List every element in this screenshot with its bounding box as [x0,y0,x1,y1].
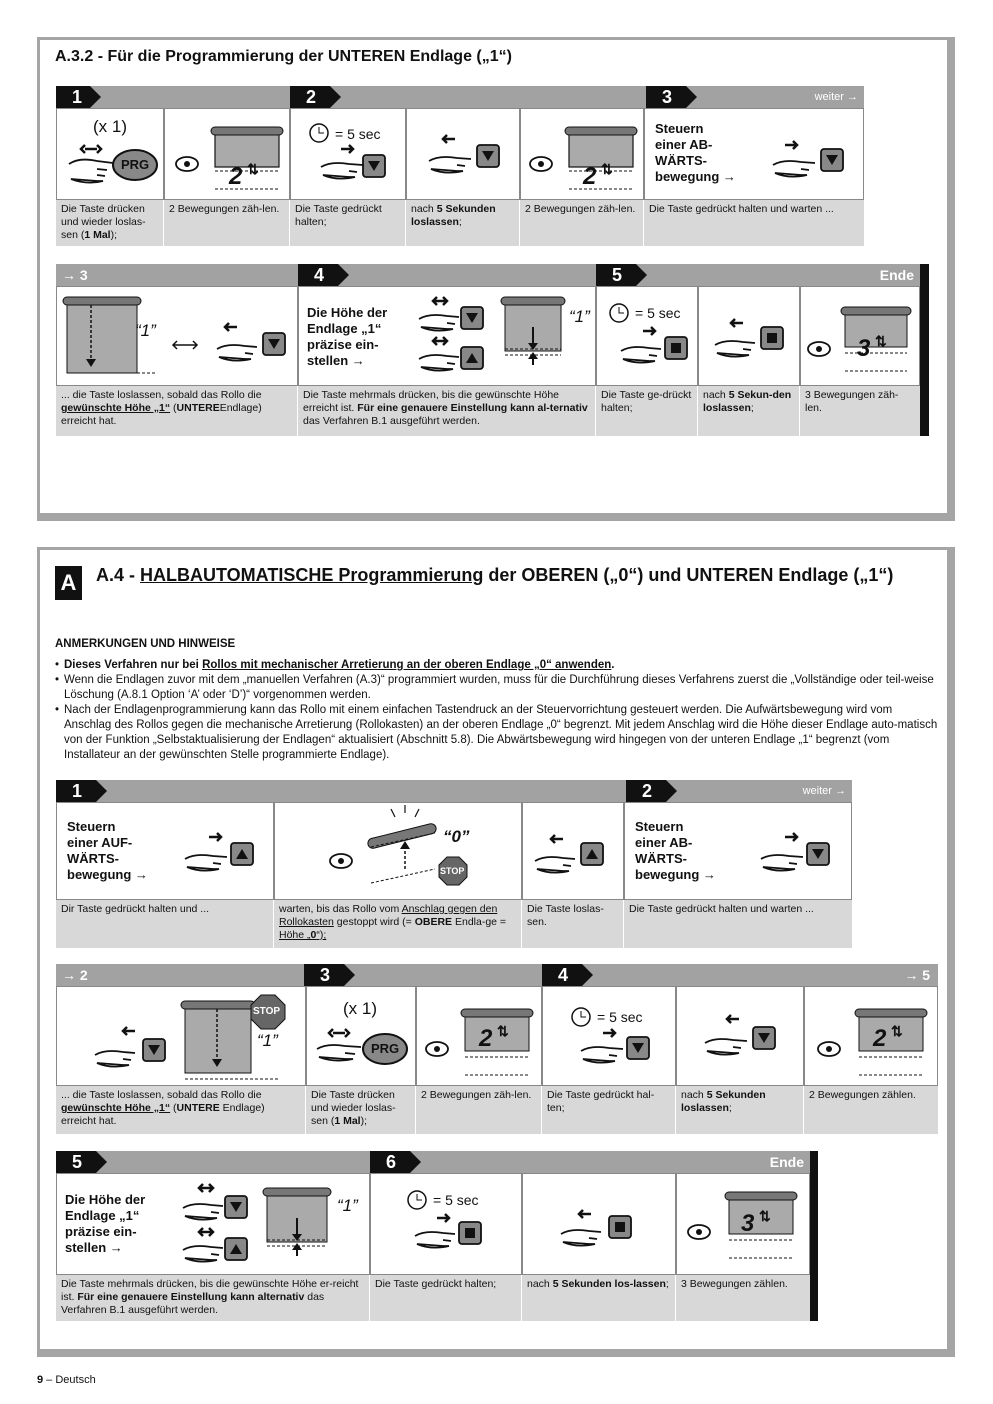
updown-icon: ⇅ [247,161,259,177]
row1-caption-6: Die Taste gedrückt halten und warten ... [644,200,864,246]
row5-cell-1 [56,1173,370,1275]
row2-caption-1: ... die Taste loslassen, sobald das Rollo die gewünschte Höhe „1“ (UNTEREEndlage) erreicht hat. [56,386,298,436]
row5-caption-2: Die Taste gedrückt halten; [370,1275,522,1321]
clock-down-icon [291,109,407,201]
row1-caption-1: Die Taste drücken und wieder loslas-sen (1 Mal); [56,200,164,246]
section-badge: A [55,566,82,600]
row3-cell-4 [624,802,852,900]
stop-sign-label: STOP [440,866,465,876]
row5-step-6: 6 [370,1151,410,1173]
row2-from-3: → 3 [62,267,88,283]
row2-cell-1 [56,286,298,386]
row3-caption-1: Dir Taste gedrückt halten und ... [56,900,274,948]
x1-label: (x 1) [343,999,377,1018]
adjust-height-icon [57,1174,371,1276]
steuern-ab-label: Steuern einer AB- WÄRTS- bewegung → [655,121,736,184]
row2-cell-5 [800,286,920,386]
row5-step-5: 5 [56,1151,96,1173]
row1-caption-3: Die Taste gedrückt halten; [290,200,406,246]
row1-caption-4: nach 5 Sekunden loslassen; [406,200,520,246]
clock-down-icon [543,987,677,1087]
row4-caption-4: Die Taste gedrückt hal-ten; [542,1086,676,1134]
sec-label: = 5 sec [433,1192,479,1208]
row4-step-4: 4 [542,964,582,986]
row5-end-bar [810,1151,818,1321]
row1-step-2: 2 [290,86,330,108]
q1-label: “1” [135,321,156,340]
row2-cell-3 [596,286,698,386]
release-up-icon [523,803,625,901]
updown-icon: ⇅ [891,1023,903,1039]
steuern-ab-label: Steuern einer AB- WÄRTS- bewegung → [635,819,716,882]
note-1: • Dieses Verfahren nur bei Rollos mit mechanischer Arretierung an der oberen Endlage „0“ anwenden. [55,659,615,671]
updown-icon: ⇅ [875,333,887,349]
row4-from-2: → 2 [62,967,88,983]
row4-caption-3: 2 Bewegungen zäh-len. [416,1086,542,1134]
row4-step-3: 3 [304,964,344,986]
row4-cell-3 [416,986,542,1086]
row3-caption-3: Die Taste loslas-sen. [522,900,624,948]
row3-step-1: 1 [56,780,96,802]
updown-icon: ⇅ [601,161,613,177]
count-2: 2 [229,163,243,190]
row5-cell-4 [676,1173,810,1275]
footer-language: – Deutsch [43,1374,96,1386]
stop-sign-label: STOP [253,1006,281,1017]
count-2: 2 [583,163,597,190]
row1-caption-2: 2 Bewegungen zäh-len. [164,200,290,246]
release-stop-icon [523,1174,677,1276]
row3-step-2: 2 [626,780,666,802]
row3-caption-2: warten, bis das Rollo vom Anschlag gegen den Rollokasten gestoppt wird (= OBERE Endla-ge = Höhe „0“); [274,900,522,948]
row4-cell-2 [306,986,416,1086]
section-a4-title: A.4 - HALBAUTOMATISCHE Programmierung der OBEREN („0“) und UNTEREN Endlage („1“) [96,565,894,585]
prg-press-icon [307,987,417,1087]
sec-label: = 5 sec [335,126,381,142]
row4-caption-6: 2 Bewegungen zählen. [804,1086,938,1134]
prg-button-label: PRG [121,157,150,172]
row1-cell-4 [406,108,520,200]
row1-step-1: 1 [56,86,90,108]
row5-strip [56,1151,810,1173]
row4-caption-2: Die Taste drücken und wieder loslas-sen (1 Mal); [306,1086,416,1134]
row2-cell-4 [698,286,800,386]
note-3: • Nach der Endlagenprogrammierung kann das Rollo mit einem einfachen Tastendruck an der Steuervorrichtung gesteuert werden. Die Aufwärtsbewegung wird vom Anschlag des Rollos gegen die mechanische Arretierung (Rollokasten) an der oberen Endlage „0“ begrenzt. Mit jedem Anschlag wird die Höhe dieser Endlage auto-matisch von der Funktion „Selbstaktualisierung der Endlagen“ aktualisiert (Abschnitt 5.8). Die Abwärtsbewegung wird hingegen von der unteren Endlage „1“ begrenzt (vom Installateur an der gewünschten Stelle programmierte Endlage). [55,704,938,761]
row2-caption-4: nach 5 Sekun-den loslassen; [698,386,800,436]
notes-block [55,637,940,763]
notes-heading: ANMERKUNGEN UND HINWEISE [55,638,236,650]
eye-roller-icon [805,987,939,1087]
release-down-icon [677,987,805,1087]
row4-strip [56,964,938,986]
eye-roller-icon [165,109,291,201]
row5-cell-3 [522,1173,676,1275]
count-2: 2 [479,1025,493,1052]
row4-cell-6 [804,986,938,1086]
steuern-auf-label: Steuern einer AUF- WÄRTS- bewegung → [67,819,148,882]
q1-label: “1” [337,1196,358,1215]
row2-end-bar [920,264,929,436]
row5-caption-4: 3 Bewegungen zählen. [676,1275,810,1321]
roller-top-stop-icon [275,803,523,901]
row2-caption-2: Die Taste mehrmals drücken, bis die gewünschte Höhe erreicht ist. Für eine genauere Einstellung kann al-ternativ das Verfahren B.1 ausgeführt werden. [298,386,596,436]
q0-label: “0” [443,827,470,846]
row1-cell-1 [56,108,164,200]
press-down-icon [645,109,865,201]
row3-caption-4: Die Taste gedrückt halten und warten ... [624,900,852,948]
sec-label: = 5 sec [597,1009,643,1025]
count-3: 3 [741,1210,755,1237]
row1-strip [56,86,864,108]
row4-cell-1 [56,986,306,1086]
row2-step-5: 5 [596,264,636,286]
row1-caption-5: 2 Bewegungen zäh-len. [520,200,644,246]
row2-ende: Ende [879,267,914,283]
row4-cell-5 [676,986,804,1086]
section-a32-title: A.3.2 - Für die Programmierung der UNTEREN Endlage („1“) [55,48,512,65]
row1-cell-2 [164,108,290,200]
row5-ende: Ende [769,1154,804,1170]
q1-label: “1” [569,307,590,326]
row1-cell-3 [290,108,406,200]
count-2: 2 [873,1025,887,1052]
row2-caption-3: Die Taste ge-drückt halten; [596,386,698,436]
row3-cell-2 [274,802,522,900]
row4-caption-1: ... die Taste loslassen, sobald das Rollo die gewünschte Höhe „1“ (UNTERE Endlage) erreicht hat. [56,1086,306,1134]
row3-cell-1 [56,802,274,900]
row1-step-3: 3 [646,86,686,108]
press-up-icon [57,803,275,901]
press-down-icon [625,803,853,901]
row1-weiter: weiter → [814,91,858,103]
page-footer [37,1374,96,1386]
row2-strip [56,264,920,286]
page-number: 9 [37,1374,44,1386]
q1-label: “1” [257,1031,278,1050]
row3-weiter: weiter → [802,785,846,797]
row5-caption-1: Die Taste mehrmals drücken, bis die gewünschte Höhe er-reicht ist. Für eine genauere Einstellung kann alternativ das Verfahren B.1 ausgeführt werden. [56,1275,370,1321]
updown-icon: ⇅ [497,1023,509,1039]
prg-button-label: PRG [371,1041,400,1056]
release-stop-icon [699,287,801,387]
note-2: • Wenn die Endlagen zuvor mit dem „manuellen Verfahren (A.3)“ programmiert wurden, muss für die Durchführung dieses Verfahrens zuerst die „Vollständige oder teil-weise Löschung (A.8.1 Option ‘A’ oder ‘D’)“ vorgenommen werden. [55,674,934,701]
row5-cell-2 [370,1173,522,1275]
count-3: 3 [857,335,871,362]
row1-cell-5 [520,108,644,200]
x1-label: (x 1) [93,117,127,136]
row2-cell-2 [298,286,596,386]
hoehe-label: Die Höhe der Endlage „1“ präzise ein- stellen → [307,305,388,368]
clock-stop-icon [597,287,699,387]
row3-cell-3 [522,802,624,900]
updown-icon: ⇅ [759,1208,771,1224]
sec-label: = 5 sec [635,305,681,321]
row4-to-5: → 5 [904,967,930,983]
hoehe-label: Die Höhe der Endlage „1“ präzise ein- stellen → [65,1192,146,1255]
roller-lower-icon [57,287,299,387]
row3-strip [56,780,852,802]
row1-cell-6 [644,108,864,200]
row5-caption-3: nach 5 Sekunden los-lassen; [522,1275,676,1321]
adjust-height-icon [299,287,597,387]
row2-caption-5: 3 Bewegungen zäh-len. [800,386,920,436]
clock-stop-icon [371,1174,523,1276]
row4-cell-4 [542,986,676,1086]
prg-press-icon [57,109,165,201]
release-down-icon [407,109,521,201]
row4-caption-5: nach 5 Sekunden loslassen; [676,1086,804,1134]
row2-step-4: 4 [298,264,338,286]
